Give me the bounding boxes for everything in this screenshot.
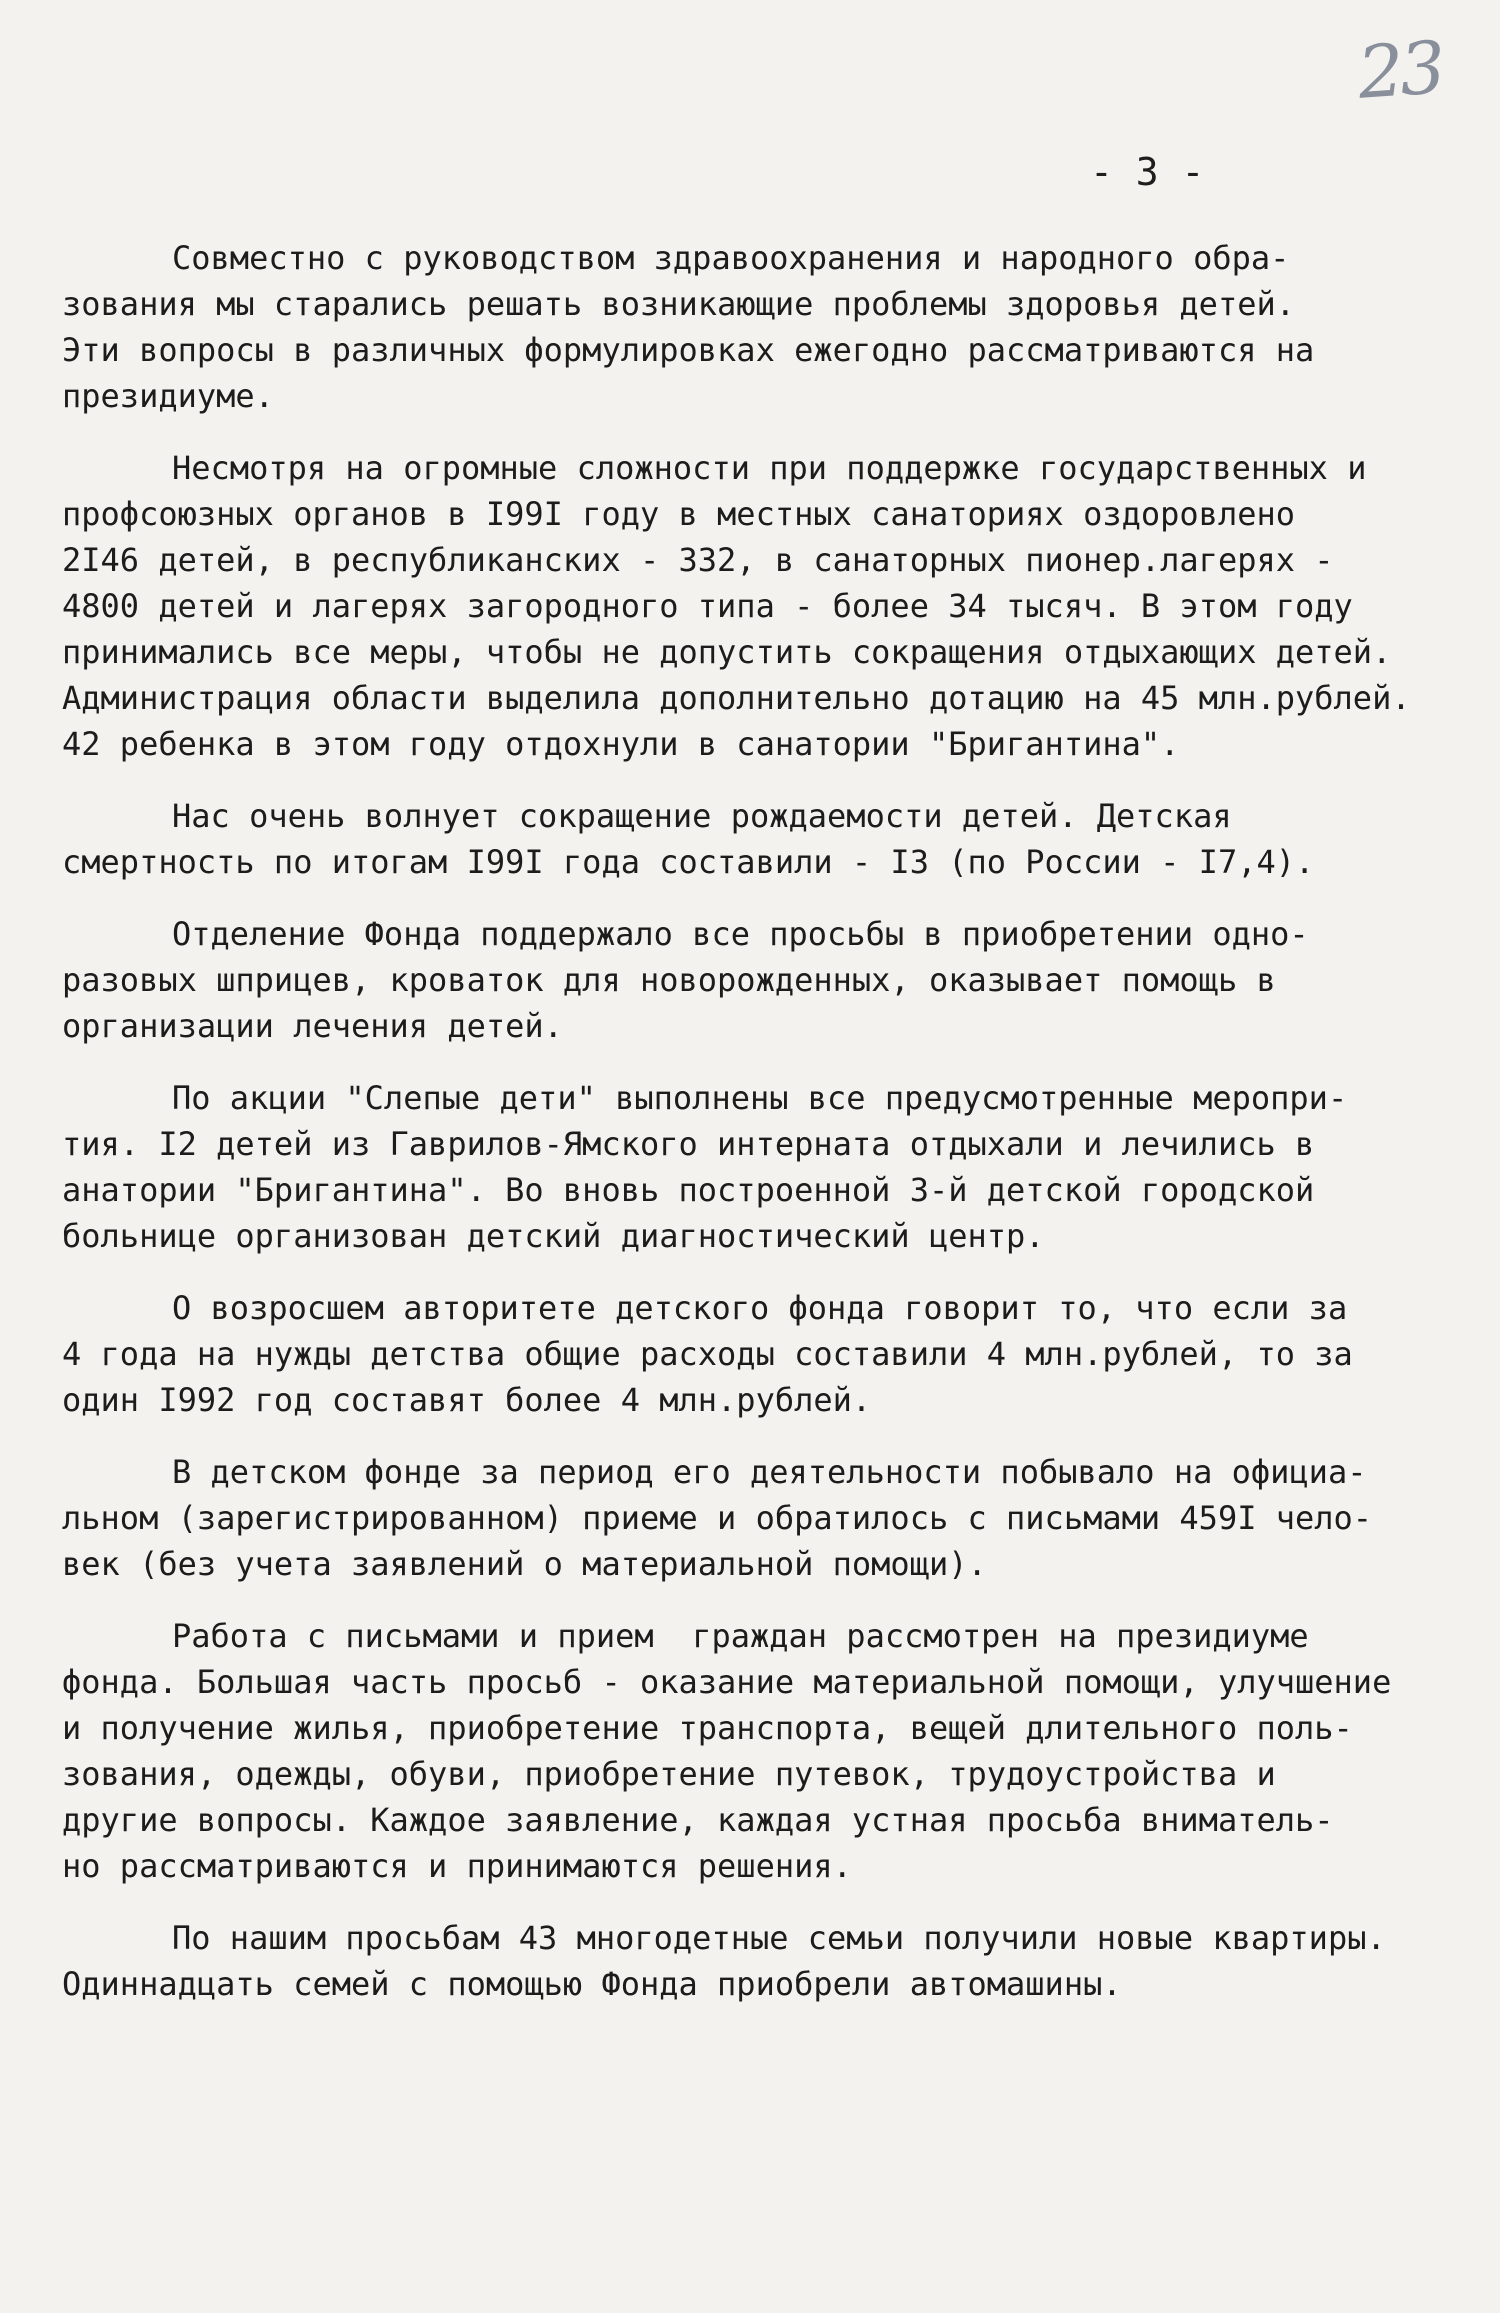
text-line: 2I46 детей, в республиканских - 332, в санаторных пионер.лагерях -: [62, 541, 1334, 579]
paragraph: [62, 1075, 1492, 1259]
text-line: профсоюзных органов в I99I году в местных санаториях оздоровлено: [62, 495, 1295, 533]
text-line: президиуме.: [62, 377, 274, 415]
text-line: смертность по итогам I99I года составили - I3 (по России - I7,4).: [62, 843, 1315, 881]
text-line: век (без учета заявлений о материальной помощи).: [62, 1545, 987, 1583]
text-line: Администрация области выделила дополнительно дотацию на 45 млн.рублей.: [62, 679, 1411, 717]
paragraph: [62, 445, 1492, 767]
text-line: По нашим просьбам 43 многодетные семьи получили новые квартиры.: [172, 1919, 1386, 1957]
text-line: Одиннадцать семей с помощью Фонда приобрели автомашины.: [62, 1965, 1122, 2003]
text-line: Эти вопросы в различных формулировках ежегодно рассматриваются на: [62, 331, 1315, 369]
page-number: - 3 -: [1090, 150, 1205, 194]
document-body: [62, 235, 1492, 2033]
paragraph: [62, 1613, 1492, 1889]
paragraph: [62, 1285, 1492, 1423]
text-line: но рассматриваются и принимаются решения.: [62, 1847, 852, 1885]
text-line: 4800 детей и лагерях загородного типа - более 34 тысяч. В этом году: [62, 587, 1353, 625]
paragraph: [62, 793, 1492, 885]
text-line: Нас очень волнует сокращение рождаемости детей. Детская: [172, 797, 1232, 835]
text-line: Совместно с руководством здравоохранения и народного обра-: [172, 239, 1290, 277]
text-line: 42 ребенка в этом году отдохнули в санатории "Бригантина".: [62, 725, 1180, 763]
text-line: принимались все меры, чтобы не допустить сокращения отдыхающих детей.: [62, 633, 1392, 671]
text-line: организации лечения детей.: [62, 1007, 563, 1045]
text-line: 4 года на нужды детства общие расходы составили 4 млн.рублей, то за: [62, 1335, 1353, 1373]
handwritten-archive-number: 23: [1355, 25, 1445, 115]
paragraph: [62, 235, 1492, 419]
text-line: анатории "Бригантина". Во вновь построенной 3-й детской городской: [62, 1171, 1315, 1209]
text-line: больнице организован детский диагностический центр.: [62, 1217, 1045, 1255]
text-line: Работа с письмами и прием граждан рассмотрен на президиуме: [172, 1617, 1309, 1655]
text-line: тия. I2 детей из Гаврилов-Ямского интерната отдыхали и лечились в: [62, 1125, 1315, 1163]
paragraph: [62, 1915, 1492, 2007]
paragraph: [62, 911, 1492, 1049]
text-line: зования мы старались решать возникающие проблемы здоровья детей.: [62, 285, 1295, 323]
text-line: другие вопросы. Каждое заявление, каждая устная просьба вниматель-: [62, 1801, 1334, 1839]
paragraph: [62, 1449, 1492, 1587]
text-line: Отделение Фонда поддержало все просьбы в приобретении одно-: [172, 915, 1309, 953]
text-line: В детском фонде за период его деятельности побывало на официа-: [172, 1453, 1367, 1491]
text-line: фонда. Большая часть просьб - оказание материальной помощи, улучшение: [62, 1663, 1392, 1701]
text-line: Несмотря на огромные сложности при поддержке государственных и: [172, 449, 1367, 487]
text-line: зования, одежды, обуви, приобретение путевок, трудоустройства и: [62, 1755, 1276, 1793]
text-line: льном (зарегистрированном) приеме и обратилось с письмами 459I чело-: [62, 1499, 1373, 1537]
text-line: разовых шприцев, кроваток для новорожденных, оказывает помощь в: [62, 961, 1276, 999]
text-line: и получение жилья, приобретение транспорта, вещей длительного поль-: [62, 1709, 1353, 1747]
text-line: По акции "Слепые дети" выполнены все предусмотренные меропри-: [172, 1079, 1348, 1117]
text-line: О возросшем авторитете детского фонда говорит то, что если за: [172, 1289, 1348, 1327]
text-line: один I992 год составят более 4 млн.рублей.: [62, 1381, 872, 1419]
